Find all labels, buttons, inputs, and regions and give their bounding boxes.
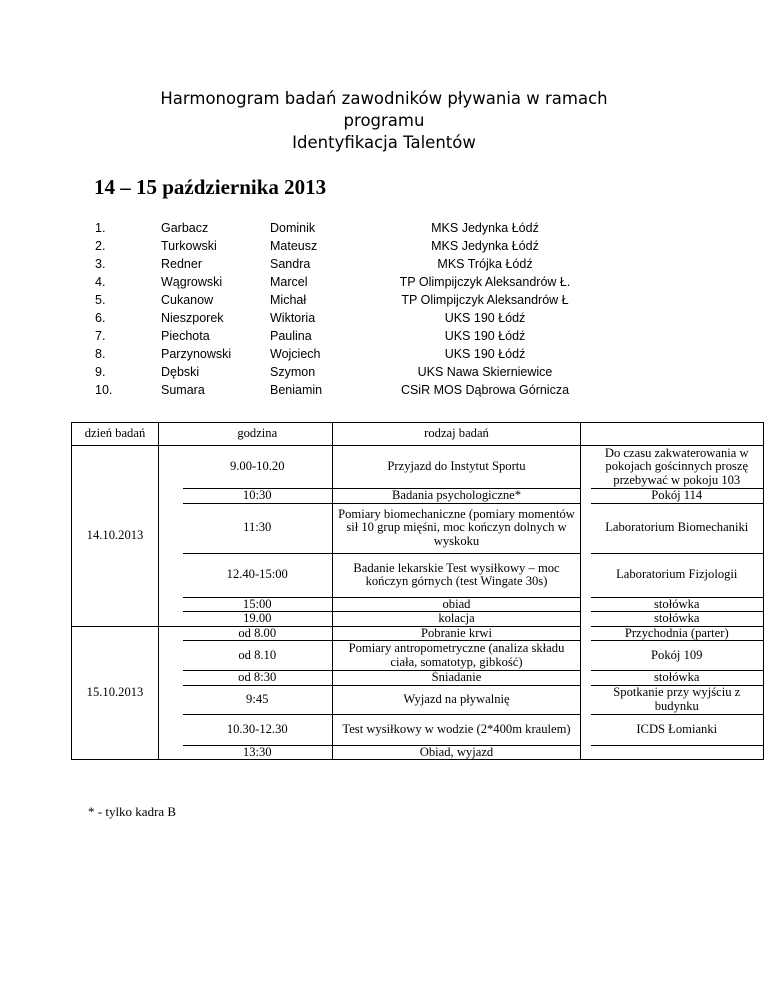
roster-row	[95, 255, 655, 273]
roster-club: TP Olimpijczyk Aleksandrów Ł	[401, 293, 569, 307]
roster-club: MKS Jedynka Łódź	[431, 221, 539, 235]
type-cell: Przyjazd do Instytut Sportu	[333, 446, 581, 489]
day-cell: 15.10.2013	[72, 626, 159, 760]
type-cell: Badanie lekarskie Test wysiłkowy – moc kończyn górnych (test Wingate 30s)	[333, 553, 581, 597]
time-cell: 9.00-10.20	[183, 446, 333, 489]
place-cell: Spotkanie przy wyjściu z budynku	[591, 685, 764, 714]
roster-last-name: Garbacz	[161, 221, 209, 235]
roster-row	[95, 291, 655, 309]
place-cell: ICDS Łomianki	[591, 714, 764, 745]
time-cell: 12.40-15:00	[183, 553, 333, 597]
type-cell: Test wysiłkowy w wodzie (2*400m kraulem)	[333, 714, 581, 745]
roster-club: MKS Jedynka Łódź	[431, 239, 539, 253]
roster-club: UKS 190 Łódź	[444, 311, 526, 325]
place-cell: Laboratorium Fizjologii	[591, 553, 764, 597]
type-cell: Pomiary biomechaniczne (pomiary momentów sił 10 grup mięśni, moc kończyn dolnych w wyskoku	[333, 503, 581, 553]
roster-number: 6.	[95, 311, 106, 325]
type-cell: Pomiary antropometryczne (analiza składu ciała, somatotyp, gibkość)	[333, 641, 581, 671]
roster-first-name: Wiktoria	[270, 311, 316, 325]
roster-first-name: Michał	[270, 293, 307, 307]
table-row	[72, 446, 764, 489]
roster-first-name: Mateusz	[270, 239, 318, 253]
roster-first-name: Sandra	[270, 257, 311, 271]
roster-club: UKS Nawa Skierniewice	[417, 365, 553, 379]
roster-club: CSiR MOS Dąbrowa Górnicza	[400, 383, 570, 397]
type-cell: Pobranie krwi	[333, 626, 581, 641]
place-cell: Do czasu zakwaterowania w pokojach gościnnych proszę przebywać w pokoju 103	[591, 446, 764, 489]
roster-row	[95, 273, 655, 291]
spacer-cell	[581, 446, 591, 760]
time-cell: od 8.00	[183, 626, 333, 641]
roster-last-name: Piechota	[161, 329, 210, 343]
roster-club: MKS Trójka Łódź	[437, 257, 533, 271]
type-cell: Wyjazd na pływalnię	[333, 685, 581, 714]
title-line-1: Harmonogram badań zawodników pływania w ramach	[160, 89, 608, 108]
time-cell: 11:30	[183, 503, 333, 553]
roster-club: UKS 190 Łódź	[444, 347, 526, 361]
header-spacer	[159, 423, 183, 446]
place-cell: stołówka	[591, 671, 764, 686]
type-cell: Badania psychologiczne*	[333, 489, 581, 504]
schedule-table	[71, 422, 764, 760]
date-heading: 14 – 15 października 2013	[94, 175, 327, 199]
roster-last-name: Cukanow	[161, 293, 214, 307]
time-cell: 10:30	[183, 489, 333, 504]
roster-last-name: Parzynowski	[161, 347, 232, 361]
type-cell: obiad	[333, 597, 581, 612]
roster-last-name: Dębski	[161, 365, 200, 379]
spacer-cell	[159, 446, 183, 627]
place-cell	[591, 745, 764, 760]
table-row	[72, 626, 764, 641]
roster-number: 5.	[95, 293, 106, 307]
time-cell: od 8:30	[183, 671, 333, 686]
athlete-roster	[95, 219, 655, 399]
header-time: godzina	[183, 423, 333, 446]
roster-number: 2.	[95, 239, 106, 253]
roster-row	[95, 237, 655, 255]
roster-first-name: Wojciech	[270, 347, 321, 361]
document-title	[100, 88, 668, 154]
type-cell: Obiad, wyjazd	[333, 745, 581, 760]
roster-row	[95, 327, 655, 345]
time-cell: 15:00	[183, 597, 333, 612]
roster-last-name: Redner	[161, 257, 202, 271]
place-cell: stołówka	[591, 597, 764, 612]
roster-number: 10.	[95, 383, 113, 397]
title-line-3: Identyfikacja Talentów	[292, 133, 476, 152]
place-cell: stołówka	[591, 612, 764, 627]
place-cell: Pokój 114	[591, 489, 764, 504]
roster-first-name: Beniamin	[270, 383, 323, 397]
type-cell: kolacja	[333, 612, 581, 627]
type-cell: Śniadanie	[333, 671, 581, 686]
time-cell: od 8.10	[183, 641, 333, 671]
roster-number: 4.	[95, 275, 106, 289]
header-type: rodzaj badań	[333, 423, 581, 446]
roster-first-name: Paulina	[270, 329, 312, 343]
place-cell: Laboratorium Biomechaniki	[591, 503, 764, 553]
roster-row	[95, 345, 655, 363]
place-cell: Pokój 109	[591, 641, 764, 671]
roster-number: 8.	[95, 347, 106, 361]
roster-club: UKS 190 Łódź	[444, 329, 526, 343]
table-header-row	[72, 423, 764, 446]
roster-last-name: Turkowski	[161, 239, 217, 253]
roster-club: TP Olimpijczyk Aleksandrów Ł.	[399, 275, 571, 289]
roster-row	[95, 381, 655, 399]
roster-number: 1.	[95, 221, 106, 235]
roster-row	[95, 219, 655, 237]
roster-number: 9.	[95, 365, 106, 379]
roster-last-name: Nieszporek	[161, 311, 224, 325]
roster-first-name: Dominik	[270, 221, 316, 235]
time-cell: 10.30-12.30	[183, 714, 333, 745]
footnote: * - tylko kadra B	[88, 804, 177, 819]
roster-first-name: Marcel	[270, 275, 308, 289]
roster-last-name: Wągrowski	[161, 275, 223, 289]
roster-last-name: Sumara	[161, 383, 205, 397]
roster-number: 3.	[95, 257, 106, 271]
spacer-cell	[159, 626, 183, 760]
place-cell: Przychodnia (parter)	[591, 626, 764, 641]
roster-first-name: Szymon	[270, 365, 316, 379]
roster-row	[95, 363, 655, 381]
time-cell: 19.00	[183, 612, 333, 627]
day-cell: 14.10.2013	[72, 446, 159, 627]
roster-number: 7.	[95, 329, 106, 343]
time-cell: 13:30	[183, 745, 333, 760]
time-cell: 9:45	[183, 685, 333, 714]
roster-row	[95, 309, 655, 327]
header-place	[591, 423, 764, 446]
header-day: dzień badań	[72, 423, 159, 446]
title-line-2: programu	[343, 111, 425, 130]
header-spacer	[581, 423, 591, 446]
